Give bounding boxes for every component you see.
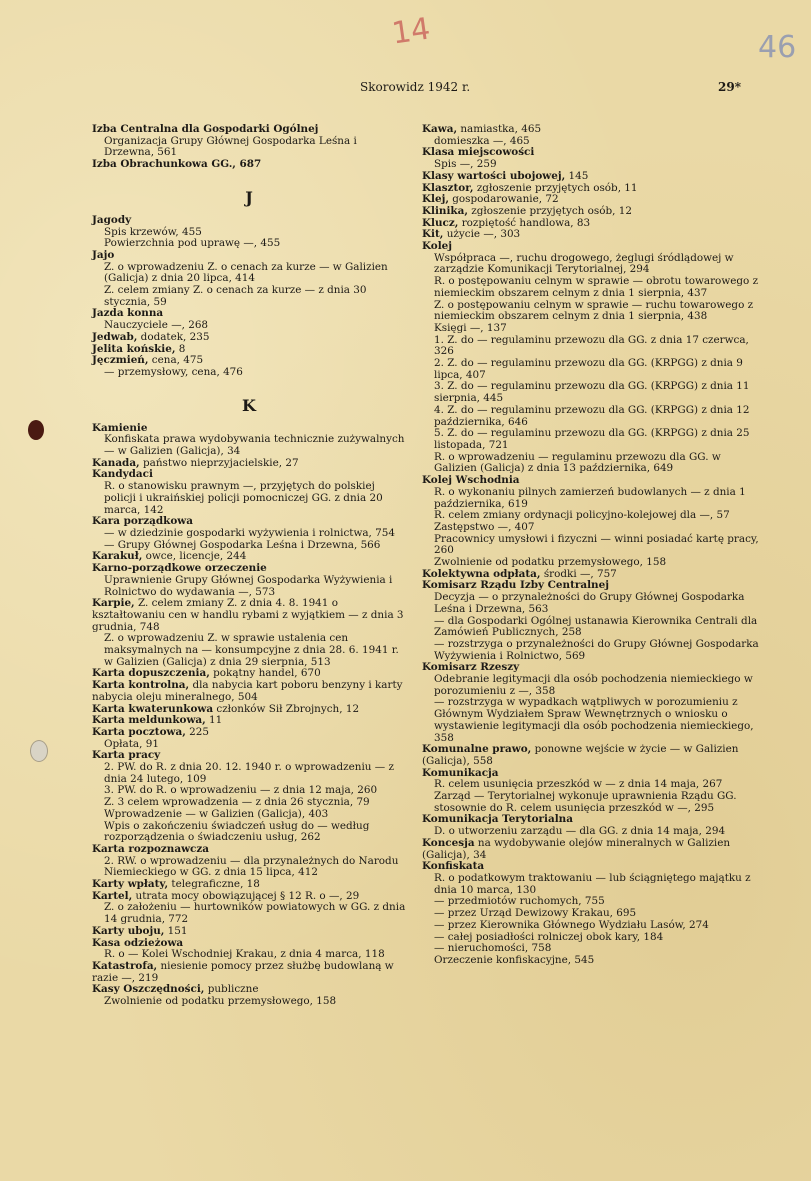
index-heading: Klasztor, [422,181,474,194]
index-column-left [92,124,406,1008]
index-subentry: 2. PW. do R. z dnia 20. 12. 1940 r. o wprowadzeniu — z dnia 24 lutego, 109 [104,761,394,785]
index-entry [422,229,764,241]
index-subentry: Odebranie legitymacji dla osób pochodzenia niemieckiego w porozumieniu z —, 358 [434,673,753,697]
index-subentry: R. o postępowaniu celnym w sprawie — obrotu towarowego z niemieckim obszarem celnym z dnia 1 sierpnia, 437 [434,275,759,299]
index-subentry: Z. celem zmiany Z. o cenach za kurze — z dnia 30 stycznia, 59 [104,284,367,308]
index-subentry: — rozstrzyga o przynależności do Grupy Głównej Gospodarka Wyżywienia i Rolnictwo, 569 [434,637,759,662]
index-subentry: — dla Gospodarki Ogólnej ustanawia Kierownika Centrali dla Zamówień Publicznych, 258 [434,614,758,639]
index-heading: Kawa, [422,123,458,135]
index-subentry: Zwolnienie od podatku przemysłowego, 158 [434,556,667,569]
index-entry-text: cena, 475 [148,354,204,367]
index-subentry: 3. PW. do R. o wprowadzeniu — z dnia 12 maja, 260 [104,784,378,797]
index-heading: Kolektywna odpłata, [422,567,541,580]
index-subentry: Organizacja Grupy Głównej Gospodarka Leśna i Drzewna, 561 [104,134,357,159]
index-entry-text: utrata mocy obowiązującej § 12 R. o —, 29 [132,889,360,902]
index-entry [92,680,406,703]
index-entry-text: 8 [175,342,186,355]
index-heading: Karta kwaterunkowa [92,702,214,715]
index-subentry: — przedmiotów ruchomych, 755 [434,895,605,908]
index-heading: Kit, [422,228,444,241]
index-heading: Konfiskata [422,860,485,873]
index-entry-text: owce, licencje, 244 [142,550,247,563]
index-subentry: Uprawnienie Grupy Głównej Gospodarka Wyżywienia i Rolnictwo do wydawania —, 573 [104,573,393,598]
index-heading: Karty wpłaty, [92,878,169,891]
index-entry-text: 145 [565,169,589,182]
handwritten-mark: 46 [758,30,797,65]
index-entry-text: zgłoszenie przyjętych osób, 12 [467,204,632,217]
index-subentry: Wpis o zakończeniu świadczeń usług do — według rozporządzenia o świadczeniu usług, 262 [104,819,370,844]
index-entry-text: rozpiętość handlowa, 83 [458,216,591,229]
index-entry-text: dla nabycia kart poboru benzyny i karty nabycia oleju mineralnego, 504 [92,679,403,703]
index-subentry: 5. Z. do — regulaminu przewozu dla GG. (KRPGG) z dnia 25 listopada, 721 [434,427,750,451]
index-subentry: Księgi —, 137 [434,321,507,334]
index-subentry: — całej posiadłości rolniczej obok kary, 184 [434,930,664,943]
index-subentry: — w dziedzinie gospodarki wyżywienia i rolnictwa, 754 [104,526,395,539]
index-subentry: R. o podatkowym traktowaniu — lub ściągniętego majątku z dnia 10 marca, 130 [434,872,751,896]
index-entry-text: na wydobywanie olejów mineralnych w Galizien (Galicja), 34 [422,836,731,861]
index-heading: Karta meldunkowa, [92,714,206,727]
index-entry-text: członków Sił Zbrojnych, 12 [213,702,360,715]
index-entry-text: pokątny handel, 670 [209,667,321,680]
index-subentry: — przemysłowy, cena, 476 [104,365,243,378]
index-heading: Karta kontrolna, [92,679,190,692]
index-subentry: R. o stanowisku prawnym —, przyjętych do polskiej policji i ukraińskiej policji pomocniczej GG. z dnia 20 marca, 142 [104,480,383,516]
index-heading: Klej, [422,193,449,206]
index-entry-text: 225 [185,725,209,738]
page-number: 29* [718,80,741,94]
index-entry [92,926,406,938]
page-title: Skorowidz 1942 r. [360,80,471,94]
index-subentry: R. o wprowadzeniu — regulaminu przewozu dla GG. w Galizien (Galicja) z dnia 13 października, 649 [434,450,721,475]
index-heading: Klasa miejscowości [422,146,535,159]
index-entry-text: środki —, 757 [540,567,617,580]
index-heading: Karta rozpoznawcza [92,842,209,855]
index-subentry: Z. o wprowadzeniu Z. o cenach za kurze — w Galizien (Galicja) z dnia 20 lipca, 414 [104,260,388,285]
index-subentry: Z. o postępowaniu celnym w sprawie — ruchu towarowego z niemieckim obszarem celnym z dnia 1 sierpnia, 438 [434,298,754,323]
index-subentry: R. o wykonaniu pilnych zamierzeń budowlanych — z dnia 1 października, 619 [434,485,746,510]
section-letter: J [245,187,253,207]
index-entry-text: 11 [205,714,223,727]
section-letter: K [242,395,256,415]
index-heading: Karty uboju, [92,924,165,937]
index-entry [422,744,764,767]
index-heading: Kara porządkowa [92,515,193,528]
index-heading: Karta dopuszczenia, [92,667,210,680]
index-entry [92,598,406,633]
index-heading: Izba Centralna dla Gospodarki Ogólnej [92,123,319,135]
index-heading: Karakuł, [92,550,143,563]
index-heading: Jęczmień, [92,354,149,367]
index-entry-text: dodatek, 235 [137,330,210,343]
index-subentry: Konfiskata prawa wydobywania technicznie zużywalnych — w Galizien (Galicja), 34 [104,433,405,458]
index-heading: Komunikacja [422,766,499,779]
index-heading: Kolej Wschodnia [422,474,520,487]
index-subentry: 3. Z. do — regulaminu przewozu dla GG. (KRPGG) z dnia 11 sierpnia, 445 [434,380,750,405]
index-heading: Komisarz Rządu Izby Centralnej [422,579,609,592]
index-heading: Kartel, [92,889,133,902]
index-entry-text: państwo nieprzyjacielskie, 27 [139,456,299,469]
index-entry-text: ponowne wejście w życie — w Galizien (Galicja), 558 [422,743,739,767]
index-subentry: 2. RW. o wprowadzeniu — dla przynależnych do Narodu Niemieckiego w GG. z dnia 15 lipca, 412 [104,854,399,879]
index-subentry: Opłata, 91 [104,737,159,750]
index-heading: Komunalne prawo, [422,743,532,756]
index-heading: Jagody [92,213,132,226]
index-subentry: Spis —, 259 [434,158,497,171]
punch-hole [30,740,48,762]
index-heading: Klucz, [422,216,459,229]
index-heading: Kanada, [92,456,140,469]
index-heading: Jazda konna [92,307,164,320]
index-subentry: — rozstrzyga w wypadkach wątpliwych w porozumieniu z Głównym Wydziałem Spraw Wewnętrznych o wniosku o wystawienie legitymacji dla osób pochodzenia niemieckiego, 358 [434,696,754,744]
index-heading: Karta pracy [92,749,161,762]
index-subentry: R. celem usunięcia przeszkód w — z dnia 14 maja, 267 [434,778,723,791]
index-subentry: 1. Z. do — regulaminu przewozu dla GG. z dnia 17 czerwca, 326 [434,333,749,358]
index-heading: Klasy wartości ubojowej, [422,169,566,182]
index-subentry: Orzeczenie konfiskacyjne, 545 [434,953,595,966]
index-subentry: Z. o wprowadzeniu Z. w sprawie ustalenia cen maksymalnych na — konsumpcyjne z dnia 28. 6. 1941 r. w Galizien (Galicja) z dnia 29 sierpnia, 513 [104,632,399,668]
index-entry-text: użycie —, 303 [443,228,521,241]
index-entry [422,124,764,136]
index-heading: Jajo [92,248,115,261]
index-heading: Katastrofa, [92,960,158,972]
index-heading: Jelita końskie, [92,342,176,355]
index-subentry: — przez Kierownika Głównego Wydziału Lasów, 274 [434,918,709,931]
index-heading: Kasy Oszczędności, [92,983,205,996]
index-subentry: Zwolnienie od podatku przemysłowego, 158 [104,995,337,1008]
index-entry-text: 151 [164,924,188,937]
index-subentry: Współpraca —, ruchu drogowego, żeglugi śródlądowej w zarządzie Komunikacji Terytorialnej, 294 [434,251,734,276]
index-heading: Jedwab, [92,330,138,343]
index-subentry: 4. Z. do — regulaminu przewozu dla GG. (KRPGG) z dnia 12 października, 646 [434,403,750,428]
index-heading: Kolej [422,240,453,253]
index-entry-text: gospodarowanie, 72 [448,193,559,206]
punch-hole [28,420,44,440]
index-subentry: D. o utworzeniu zarządu — dla GG. z dnia 14 maja, 294 [434,825,726,838]
index-heading: Kandydaci [92,468,153,481]
index-subentry: Zarząd — Terytorialnej wykonuje uprawnienia Rządu GG. stosownie do R. celem usunięcia przeszkód w —, 295 [434,790,737,814]
index-subentry: Nauczyciele —, 268 [104,319,209,332]
index-subentry: Wprowadzenie — w Galizien (Galicja), 403 [104,807,329,820]
index-heading: Karta pocztowa, [92,725,186,738]
index-entry [422,838,764,861]
index-heading: Komisarz Rzeszy [422,661,520,674]
index-subentry: Pracownicy umysłowi i fizyczni — winni posiadać kartę pracy, 260 [434,532,759,557]
index-entry-text: niesienie pomocy przez służbę budowlaną w razie —, 219 [92,960,394,984]
index-subentry: R. celem zmiany ordynacji policyjno-kolejowej dla —, 57 [434,509,730,522]
index-column-right [422,124,764,967]
index-heading: Klinika, [422,204,468,217]
index-heading: Karno-porządkowe orzeczenie [92,562,267,575]
index-heading: Izba Obrachunkowa GG., 687 [92,158,262,171]
index-entry-text: zgłoszenie przyjętych osób, 11 [473,181,638,194]
index-entry-text: namiastka, 465 [457,123,542,135]
index-heading: Komunikacja Terytorialna [422,813,573,826]
index-heading: Karpie, [92,597,135,610]
index-subentry: Powierzchnia pod uprawę —, 455 [104,237,281,250]
index-entry [92,727,406,739]
index-subentry: Zastępstwo —, 407 [434,520,535,533]
index-entry-text: publiczne [204,983,259,996]
handwritten-mark: 14 [389,11,433,52]
index-subentry: — nieruchomości, 758 [434,942,552,955]
index-entry-text: Z. celem zmiany Z. z dnia 4. 8. 1941 o kształtowaniu cen w handlu rybami z wyjątkiem — z dnia 3 grudnia, 748 [92,597,404,633]
index-subentry: Decyzja — o przynależności do Grupy Głównej Gospodarka Leśna i Drzewna, 563 [434,591,745,615]
index-entry [92,961,406,984]
index-subentry: Spis krzewów, 455 [104,225,202,238]
index-subentry: Z. 3 celem wprowadzenia — z dnia 26 stycznia, 79 [104,796,370,809]
index-subentry: 2. Z. do — regulaminu przewozu dla GG. (KRPGG) z dnia 9 lipca, 407 [434,357,743,381]
index-subentry: — Grupy Głównej Gospodarka Leśna i Drzewna, 566 [104,538,381,551]
index-subentry: Z. o założeniu — hurtowników powiatowych w GG. z dnia 14 grudnia, 772 [104,901,406,926]
index-heading: Kasa odzieżowa [92,936,184,949]
index-entry-text: telegraficzne, 18 [168,878,260,891]
index-heading: Koncesja [422,836,475,849]
index-subentry: domieszka —, 465 [434,134,530,147]
index-heading: Kamienie [92,421,148,434]
index-subentry: — przez Urząd Dewizowy Krakau, 695 [434,907,637,920]
index-subentry: R. o — Kolei Wschodniej Krakau, z dnia 4 marca, 118 [104,948,385,961]
